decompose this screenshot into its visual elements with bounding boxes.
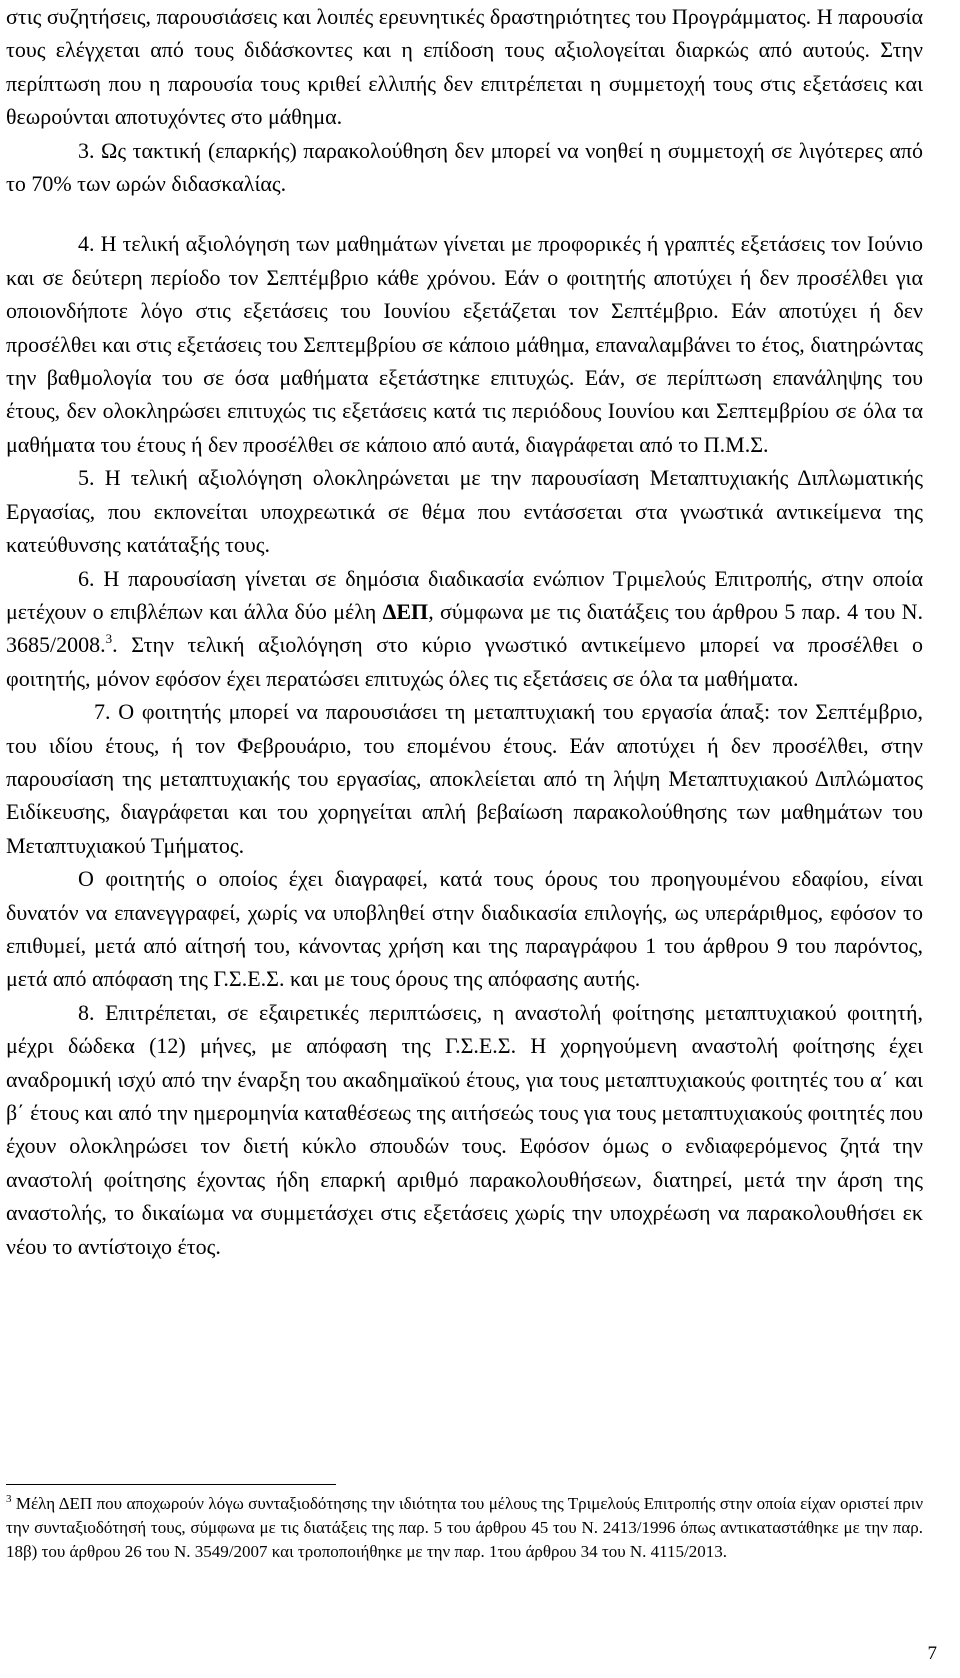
paragraph-6-text-b: , σύμφωνα με τις διατάξεις του άρθρου 5 παρ. 4 του Ν. 3685/2008. — [6, 598, 923, 658]
paragraph-item-7-continued: Ο φοιτητής ο οποίος έχει διαγραφεί, κατά τους όρους του προηγουμένου εδαφίου, είναι δυνατόν να επανεγγραφεί, χωρίς να υποβληθεί στην διαδικασία επιλογής, ως υπεράριθμος, εφόσον το επιθυμεί, μετά από αίτησή του, κάνοντας χρήση και της παραγράφου 1 του άρθρου 9 του παρόντος, μετά από απόφαση της Γ.Σ.Ε.Σ. και με τους όρους της απόφασης αυτής. — [6, 866, 923, 992]
footnote-text: Μέλη ΔΕΠ που αποχωρούν λόγω συνταξιοδότησης την ιδιότητα του μέλους της Τριμελούς Επιτροπής στην οποία είχαν οριστεί πριν την συνταξιοδότησή τους, σύμφωνα με τις διατάξεις της παρ. 5 του άρθρου 45 του Ν. 2413/1996 όπως αντικαταστάθηκε με την παρ. 18β) του άρθρου 26 του Ν. 3549/2007 και τροποποιήθηκε με την παρ. 1του άρθρου 34 του Ν. 4115/2013. — [6, 1494, 924, 1562]
paragraph-6-text-c: . Στην τελική αξιολόγηση στο κύριο γνωστικό αντικείμενο μπορεί να προσέλθει ο φοιτητής, μόνον εφόσον έχει περατώσει επιτυχώς όλες τις εξετάσεις σε όλα τα μαθήματα. — [6, 632, 923, 691]
footnote-separator — [6, 1484, 336, 1485]
paragraph-item-8: 8. Επιτρέπεται, σε εξαιρετικές περιπτώσεις, η αναστολή φοίτησης μεταπτυχιακού φοιτητή, μέχρι δώδεκα (12) μήνες, με απόφαση της Γ.Σ.Ε.Σ. Η χορηγούμενη αναστολή φοίτησης έχει αναδρομική ισχύ από την έναρξη του ακαδημαϊκού έτους, για τους μεταπτυχιακούς φοιτητές του α΄ και β΄ έτους και από την ημερομηνία καταθέσεως της αιτήσεώς τους για τους μεταπτυχιακούς φοιτητές που έχουν ολοκληρώσει τον διετή κύκλο σπουδών τους. Εφόσον όμως ο ενδιαφερόμενος ζητά την αναστολή φοίτησης έχοντας ήδη επαρκή αριθμό παρακολουθήσεων, διατηρεί, μετά την άρση της αναστολής, το δικαίωμα να συμμετάσχει στις εξετάσεις χωρίς την υποχρέωση να παρακολουθήσει εκ νέου το αντίστοιχο έτος. — [6, 999, 923, 1259]
page-number: 7 — [927, 1643, 937, 1664]
paragraph-6-text-a: 6. Η παρουσίαση γίνεται σε δημόσια διαδικασία ενώπιον Τριμελούς Επιτροπής, στην οποία μετέχουν ο επιβλέπων και άλλα δύο μέλη — [6, 565, 923, 624]
paragraph-item-6 — [6, 562, 923, 696]
paragraph-item-7: 7. Ο φοιτητής μπορεί να παρουσιάσει τη μεταπτυχιακή του εργασία άπαξ: τον Σεπτέμβριο, του ιδίου έτους, ή τον Φεβρουάριο, του επομένου έτους. Εάν αποτύχει ή δεν προσέλθει, στην παρουσίαση της μεταπτυχιακής του εργασίας, αποκλείεται από τη λήψη Μεταπτυχιακού Διπλώματος Ειδίκευσης, διαγράφεται και του χορηγείται απλή βεβαίωση παρακολούθησης των μαθημάτων του Μεταπτυχιακού Τμήματος. — [6, 699, 923, 858]
footnote-reference: 3 — [105, 631, 113, 647]
body-text — [6, 0, 923, 1263]
paragraph-item-4: 4. Η τελική αξιολόγηση των μαθημάτων γίνεται με προφορικές ή γραπτές εξετάσεις τον Ιούνιο και σε δεύτερη περίοδο τον Σεπτέμβριο κάθε χρόνου. Εάν ο φοιτητής αποτύχει ή δεν προσέλθει για οποιονδήποτε λόγο στις εξετάσεις του Ιουνίου εξετάζεται τον Σεπτέμβριο. Εάν αποτύχει ή δεν προσέλθει και στις εξετάσεις του Σεπτεμβρίου σε κάποιο μάθημα, επαναλαμβάνει το έτος, διατηρώντας την βαθμολογία του σε όσα μαθήματα εξετάστηκε επιτυχώς. Εάν, σε περίπτωση επανάληψης του έτους, δεν ολοκληρώσει επιτυχώς τις εξετάσεις κατά τις περιόδους Ιουνίου και Σεπτεμβρίου σε όλα τα μαθήματα του έτους ή δεν προσέλθει σε κάποιο από αυτά, διαγράφεται από το Π.Μ.Σ. — [6, 231, 923, 457]
footnote-marker: 3 — [6, 1493, 12, 1505]
paragraph-continuation: στις συζητήσεις, παρουσιάσεις και λοιπές ερευνητικές δραστηριότητες του Προγράμματος. Η παρουσία τους ελέγχεται από τους διδάσκοντες και η επίδοση τους αξιολογείται διαρκώς από αυτούς. Στην περίπτωση που η παρουσία τους κριθεί ελλιπής δεν επιτρέπεται η συμμετοχή τους στις εξετάσεις και θεωρούνται αποτυχόντες στο μάθημα. — [6, 4, 923, 130]
paragraph-gap — [6, 200, 923, 227]
footnote — [6, 1492, 923, 1565]
paragraph-6-bold-dep: ΔΕΠ — [382, 598, 429, 624]
paragraph-item-5: 5. Η τελική αξιολόγηση ολοκληρώνεται με την παρουσίαση Μεταπτυχιακής Διπλωματικής Εργασίας, που εκπονείται υποχρεωτικά σε θέμα που εντάσσεται στα γνωστικά αντικείμενα της κατεύθυνσης κατάταξής τους. — [6, 465, 923, 558]
paragraph-item-3: 3. Ως τακτική (επαρκής) παρακολούθηση δεν μπορεί να νοηθεί η συμμετοχή σε λιγότερες από το 70% των ωρών διδασκαλίας. — [6, 137, 923, 197]
